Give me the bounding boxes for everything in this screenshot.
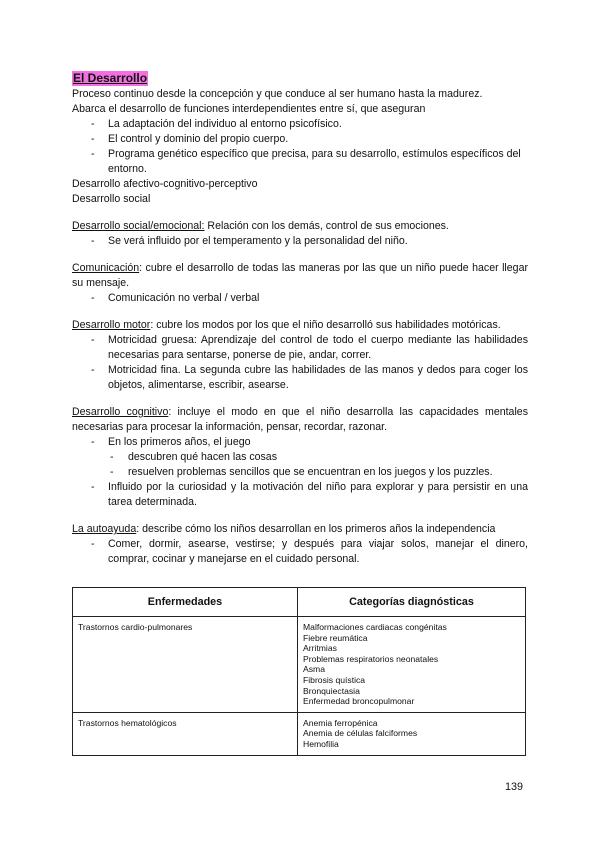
- intro-list: [72, 117, 528, 177]
- section-label: Comunicación: [72, 262, 140, 274]
- cognitivo-sublist: [72, 450, 528, 480]
- table-cell-categories: [298, 617, 526, 713]
- cognitivo-list-2: [72, 480, 528, 510]
- list-item: - resuelven problemas sencillos que se encuentran en los juegos y los puzzles.: [72, 465, 528, 480]
- list-item: - En los primeros años, el juego: [72, 435, 528, 450]
- comunicacion-paragraph: [72, 261, 528, 291]
- list-item: - El control y dominio del propio cuerpo.: [72, 132, 528, 147]
- category-item: Anemia de células falciformes: [303, 728, 418, 739]
- category-item: Arritmias: [303, 643, 337, 654]
- list-item: - Influido por la curiosidad y la motivación del niño para explorar y para persistir en una tarea determinada.: [72, 480, 528, 510]
- list-item: - Motricidad fina. La segunda cubre las habilidades de las manos y dedos para coger los objetos, alimentarse, escribir, asearse.: [72, 363, 528, 393]
- intro-line-2: Abarca el desarrollo de funciones interdependientes entre sí, que aseguran: [72, 103, 426, 115]
- intro-line-1: Proceso continuo desde la concepción y que conduce al ser humano hasta la madurez.: [72, 88, 483, 100]
- list-item: - Se verá influido por el temperamento y la personalidad del niño.: [72, 234, 528, 249]
- section-text: : describe cómo los niños desarrollan en los primeros años la independencia: [136, 523, 496, 535]
- table-cell-disease: Trastornos hematológicos: [73, 712, 298, 755]
- cognitivo-list: [72, 435, 528, 450]
- cognitivo-paragraph: [72, 405, 528, 435]
- table-cell-disease: Trastornos cardio-pulmonares: [73, 617, 298, 713]
- motor-paragraph: [72, 318, 528, 333]
- list-item: - Motricidad gruesa: Aprendizaje del control de todo el cuerpo mediante las habilidades necesarias para sentarse, ponerse de pie, andar, correr.: [72, 333, 528, 363]
- autoayuda-paragraph: [72, 522, 528, 537]
- motor-list: [72, 333, 528, 393]
- page-title: El Desarrollo: [73, 71, 148, 85]
- social-list: [72, 234, 528, 249]
- section-label: Desarrollo motor: [72, 319, 151, 331]
- diagnosis-table: [72, 587, 526, 756]
- category-item: Hemofilia: [303, 738, 339, 749]
- document-body: [72, 71, 528, 567]
- section-label: Desarrollo social/emocional:: [72, 220, 205, 232]
- category-item: Anemia ferropénica: [303, 717, 378, 728]
- category-item: Bronquiectasia: [303, 685, 360, 696]
- list-item: - descubren qué hacen las cosas: [72, 450, 528, 465]
- section-label: Desarrollo cognitivo: [72, 406, 169, 418]
- list-item: - Comer, dormir, asearse, vestirse; y después para viajar solos, manejar el dinero, comprar, cocinar y manejarse en el cuidado personal.: [72, 537, 528, 567]
- table-header-diseases: Enfermedades: [73, 588, 298, 617]
- page-number: 139: [505, 781, 524, 793]
- social-paragraph: [72, 219, 528, 234]
- autoayuda-list: [72, 537, 528, 567]
- table-row: [73, 712, 526, 755]
- comunicacion-list: [72, 291, 528, 306]
- table-header-row: [73, 588, 526, 617]
- category-item: Malformaciones cardiacas congénitas: [303, 622, 447, 632]
- list-item: - La adaptación del individuo al entorno psicofísico.: [72, 117, 528, 132]
- section-label: La autoayuda: [72, 523, 137, 535]
- section-text: Relación con los demás, control de sus emociones.: [204, 220, 449, 232]
- category-item: Fibrosis quística: [303, 674, 366, 685]
- table-cell-categories: [298, 712, 526, 755]
- table-row: [73, 617, 526, 713]
- section-text: : cubre los modos por los que el niño desarrolló sus habilidades motóricas.: [150, 319, 501, 331]
- list-item: - Comunicación no verbal / verbal: [72, 291, 528, 306]
- intro-after-2: Desarrollo social: [72, 193, 151, 205]
- intro-after-1: Desarrollo afectivo-cognitivo-perceptivo: [72, 178, 258, 190]
- category-item: Fiebre reumática: [303, 632, 368, 643]
- category-item: Asma: [303, 664, 325, 675]
- category-item: Problemas respiratorios neonatales: [303, 653, 439, 664]
- category-item: Enfermedad broncopulmonar: [303, 696, 415, 707]
- list-item: - Programa genético específico que precisa, para su desarrollo, estímulos específicos del entorno.: [72, 147, 528, 177]
- section-text: : incluye el modo en que el niño desarrolla las capacidades mentales necesarias para procesar la información, pensar, recordar, razonar.: [72, 406, 528, 433]
- section-text: : cubre el desarrollo de todas las maneras por las que un niño puede hacer llegar su mensaje.: [72, 262, 528, 289]
- table-header-categories: Categorías diagnósticas: [298, 588, 526, 617]
